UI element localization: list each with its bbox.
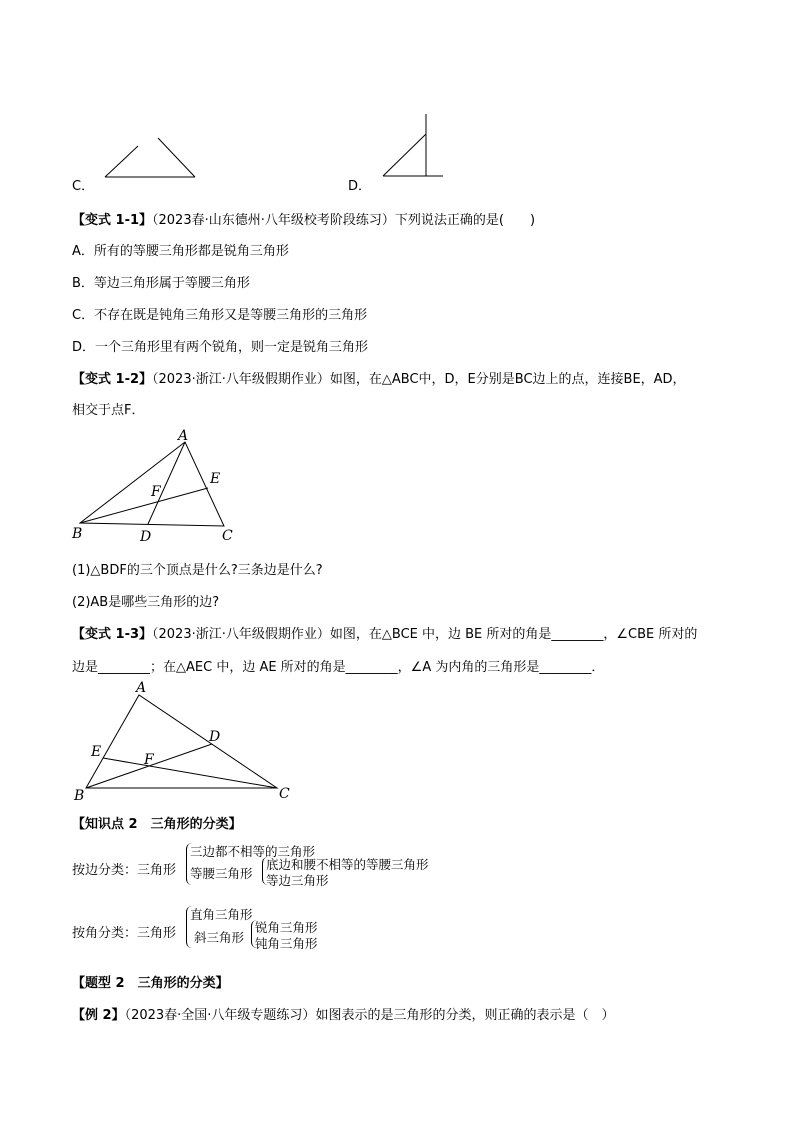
variant-tag: 【变式 1-1】 <box>72 213 153 228</box>
isosceles-sub1: 底边和腰不相等的等腰三角形 <box>266 857 429 872</box>
question-source: （2023·浙江·八年级假期作业） <box>152 627 330 642</box>
example-tag: 【例 2】 <box>72 1008 125 1023</box>
question-source: （2023春·山东德州·八年级校考阶段练习） <box>152 213 395 228</box>
variant-1-3-question <box>72 623 697 642</box>
isosceles-sub2: 等边三角形 <box>266 873 329 888</box>
option-c: C．不存在既是钝角三角形又是等腰三角形的三角形 <box>72 308 368 323</box>
by-side-scalene: 三边都不相等的三角形 <box>190 844 316 859</box>
classification-by-side-lead: 按边分类：三角形 <box>72 863 177 878</box>
question-stem: 下列说法正确的是( ) <box>394 213 536 228</box>
oblique-sub1: 锐角三角形 <box>255 920 318 935</box>
vertex-label-d: D <box>209 729 221 745</box>
by-angle-right: 直角三角形 <box>190 907 253 922</box>
triangle-abc-figure-1 <box>70 428 250 546</box>
variant-1-1-question <box>72 209 535 228</box>
vertex-label-b: B <box>72 526 83 542</box>
vertex-label-b: B <box>74 788 85 804</box>
question-stem: 如图，在△ABC中，D，E分别是BC边上的点，连接BE，AD， <box>329 372 686 387</box>
variant-1-2-question <box>72 368 686 387</box>
question-source: （2023春·全国·八年级专题练习） <box>124 1008 316 1023</box>
vertex-label-c: C <box>279 786 290 802</box>
vertex-label-d: D <box>140 529 152 545</box>
variant-1-2-line2: 相交于点F． <box>72 403 145 418</box>
vertex-label-f: F <box>144 752 154 768</box>
example-2-question <box>72 1004 614 1023</box>
knowledge-point-title: 【知识点 2 三角形的分类】 <box>72 817 242 832</box>
variant-1-3-line2: 边是________；在△AEC 中，边 AE 所对的角是________，∠A 为内角的三角形是________． <box>72 660 605 675</box>
vertex-label-f: F <box>151 484 161 500</box>
by-angle-oblique: 斜三角形 <box>194 930 245 945</box>
vertex-label-a: A <box>178 428 189 444</box>
option-d-label: D． <box>348 179 372 194</box>
option-d-figure <box>378 110 448 182</box>
variant-tag: 【变式 1-3】 <box>72 627 153 642</box>
question-stem: 如图，在△BCE 中，边 BE 所对的角是________，∠CBE 所对的 <box>329 627 698 642</box>
option-a: A．所有的等腰三角形都是锐角三角形 <box>72 244 289 259</box>
question-stem: 如图表示的是三角形的分类，则正确的表示是（ ） <box>315 1008 615 1023</box>
vertex-label-c: C <box>222 528 233 544</box>
classification-by-angle-lead: 按角分类：三角形 <box>72 926 177 941</box>
by-side-isosceles: 等腰三角形 <box>190 866 253 881</box>
question-source: （2023·浙江·八年级假期作业） <box>152 372 330 387</box>
option-d: D．一个三角形里有两个锐角，则一定是锐角三角形 <box>72 340 369 355</box>
oblique-sub2: 钝角三角形 <box>255 936 318 951</box>
question-type-title: 【题型 2 三角形的分类】 <box>72 976 229 991</box>
option-c-figure <box>100 134 200 182</box>
option-b: B．等边三角形属于等腰三角形 <box>72 276 250 291</box>
variant-tag: 【变式 1-2】 <box>72 372 153 387</box>
vertex-label-e: E <box>91 744 102 760</box>
variant-1-2-sub1: (1)△BDF的三个顶点是什么?三条边是什么? <box>72 563 323 578</box>
vertex-label-a: A <box>136 680 147 696</box>
variant-1-2-sub2: (2)AB是哪些三角形的边? <box>72 595 220 610</box>
option-c-label: C． <box>72 179 95 194</box>
vertex-label-e: E <box>210 471 221 487</box>
triangle-abc-figure-2 <box>72 678 302 802</box>
